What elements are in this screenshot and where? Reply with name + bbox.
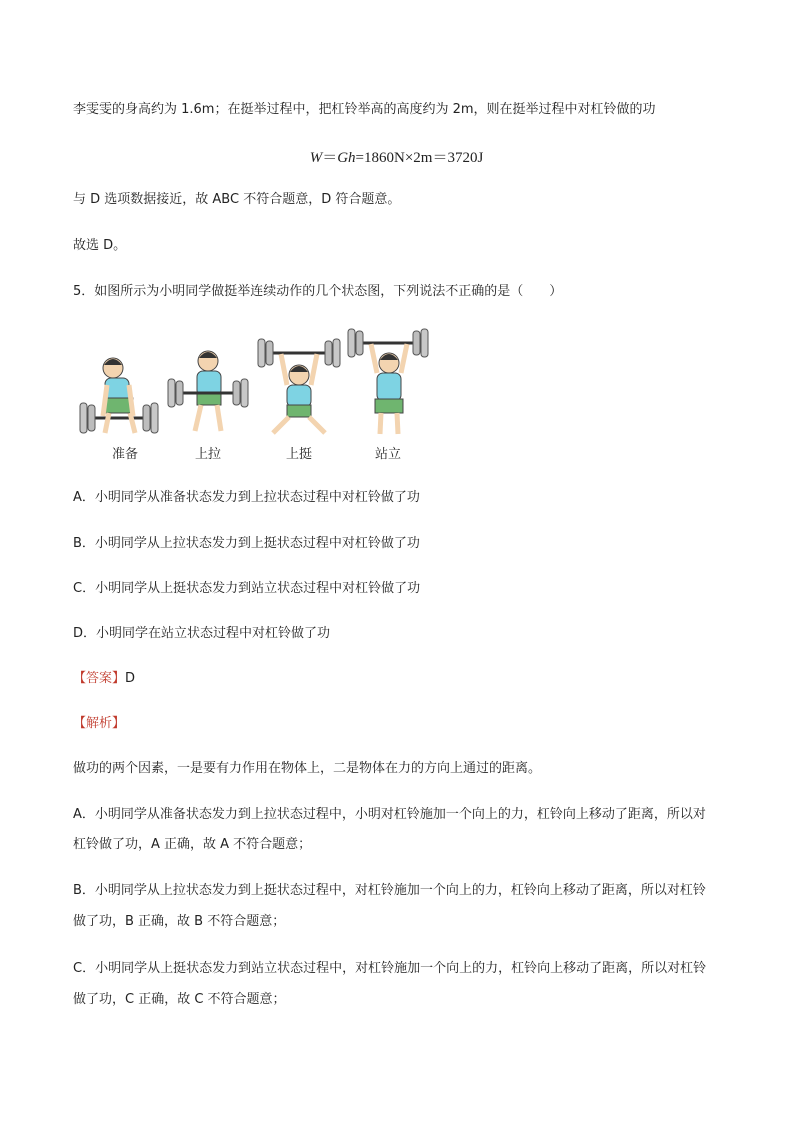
answer-value: D	[125, 671, 136, 686]
caption-stand: 站立	[375, 447, 402, 462]
formula-eq: ＝	[322, 150, 338, 166]
pose-pull	[168, 351, 248, 431]
caption-jerk: 上挺	[286, 447, 313, 462]
analysis-intro: 做功的两个因素，一是要有力作用在物体上，二是物体在力的方向上通过的距离。	[73, 761, 542, 776]
question-5: 5．如图所示为小明同学做挺举连续动作的几个状态图，下列说法不正确的是（ ）	[73, 284, 563, 299]
caption-prepare: 准备	[112, 447, 139, 462]
option-d: D．小明同学在站立状态过程中对杠铃做了功	[73, 626, 331, 641]
pose-stand	[348, 329, 428, 434]
option-a: A．小明同学从准备状态发力到上拉状态过程中对杠铃做了功	[73, 490, 420, 505]
work-formula	[0, 146, 793, 167]
explanation-b-line1: B．小明同学从上拉状态发力到上挺状态过程中，对杠铃施加一个向上的力，杠铃向上移动了距离，所以对杠铃	[73, 883, 706, 898]
option-b: B．小明同学从上拉状态发力到上挺状态过程中对杠铃做了功	[73, 536, 420, 551]
text-line-height: 李雯雯的身高约为 1.6m；在挺举过程中，把杠铃举高的高度约为 2m，则在挺举过程中对杠铃做的功	[73, 102, 656, 117]
answer-tag: 【答案】	[73, 671, 126, 686]
analysis-tag: 【解析】	[73, 716, 126, 731]
formula-rest: =1860N×2m＝3720J	[355, 150, 484, 166]
formula-w: W	[309, 150, 323, 166]
pose-prepare	[80, 358, 158, 433]
explanation-c-line1: C．小明同学从上挺状态发力到站立状态过程中，对杠铃施加一个向上的力，杠铃向上移动了距离，所以对杠铃	[73, 961, 707, 976]
text-line-choose: 故选 D。	[73, 238, 127, 253]
answer-line	[73, 670, 135, 688]
caption-pull: 上拉	[195, 447, 222, 462]
explanation-a-line1: A．小明同学从准备状态发力到上拉状态过程中，小明对杠铃施加一个向上的力，杠铃向上移动了距离，所以对	[73, 807, 706, 822]
formula-gh: Gh	[337, 150, 356, 166]
text-line-conclusion: 与 D 选项数据接近，故 ABC 不符合题意，D 符合题意。	[73, 192, 401, 207]
pose-jerk	[258, 339, 340, 433]
option-c: C．小明同学从上挺状态发力到站立状态过程中对杠铃做了功	[73, 581, 421, 596]
explanation-c-line2: 做了功，C 正确，故 C 不符合题意；	[73, 992, 286, 1007]
explanation-b-line2: 做了功，B 正确，故 B 不符合题意；	[73, 914, 286, 929]
explanation-a-line2: 杠铃做了功，A 正确，故 A 不符合题意；	[73, 837, 312, 852]
weightlifting-figure	[75, 323, 435, 463]
